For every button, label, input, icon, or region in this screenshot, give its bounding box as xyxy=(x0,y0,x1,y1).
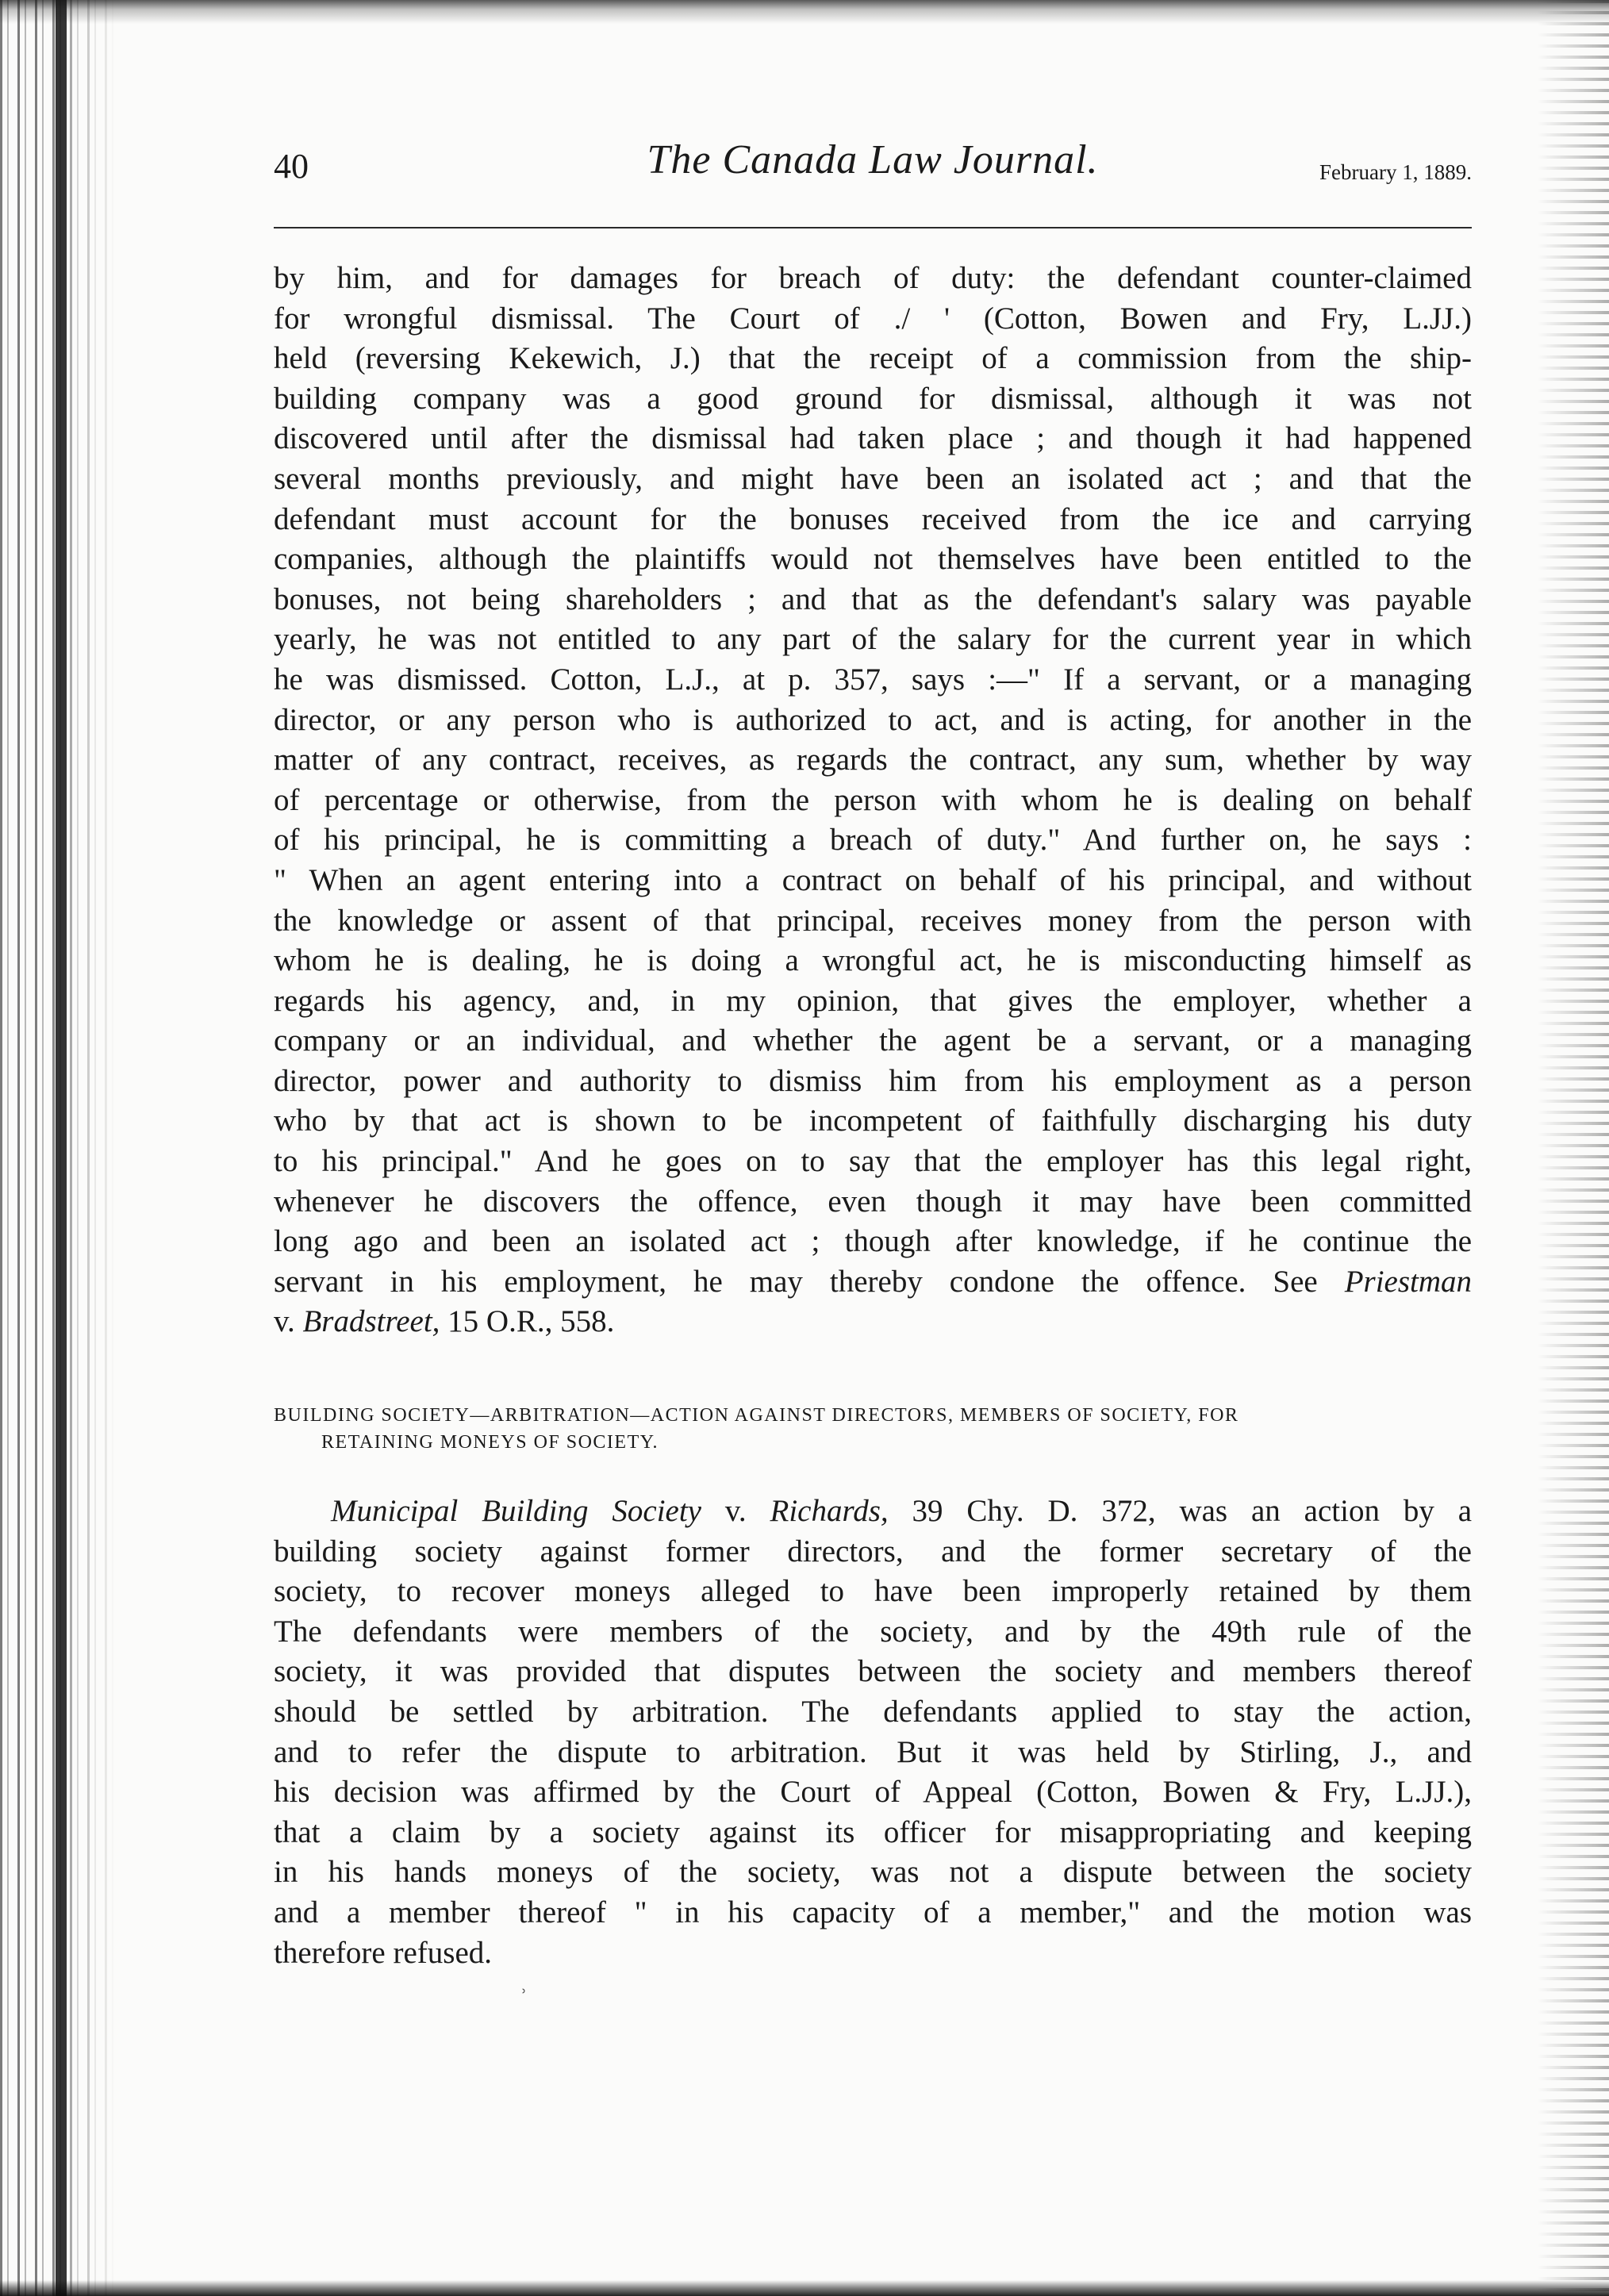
body-part1-line: to his principal." And he goes on to say that the employer has this legal right, xyxy=(274,1144,1472,1179)
body-part1-line: bonuses, not being shareholders ; and that as the defendant's salary was payable xyxy=(274,582,1472,616)
body-part1-line: matter of any contract, receives, as regards the contract, any sum, whether by way xyxy=(274,743,1472,777)
body-part2-line: and to refer the dispute to arbitration. But it was held by Stirling, J., and xyxy=(274,1734,1472,1769)
body-part2-line: society, to recover moneys alleged to have been improperly retained by them xyxy=(274,1574,1472,1609)
case-citation-bradstreet: 15 O.R., 558. xyxy=(447,1304,615,1339)
journal-title: The Canada Law Journal. xyxy=(647,137,1099,182)
body-part1-line: director, power and authority to dismiss him from his employment as a person xyxy=(274,1063,1472,1098)
body-part1-line: discovered until after the dismissal had taken place ; and though it had happened xyxy=(274,421,1472,456)
body-part2-line: therefore refused. xyxy=(274,1935,492,1970)
body-part2-line: and a member thereof " in his capacity of a member," and the motion was xyxy=(274,1895,1472,1929)
body-part1-line: of his principal, he is committing a breach of duty." And further on, he says : xyxy=(274,823,1472,858)
case-v-lead: v. xyxy=(724,1494,747,1528)
body-part1-line: long ago and been an isolated act ; though after knowledge, if he continue the xyxy=(274,1224,1472,1259)
body-part1-line: defendant must account for the bonuses received from the ice and carrying xyxy=(274,501,1472,536)
paragraph-lead-line xyxy=(274,1492,1472,1532)
body-part2-line: in his hands moneys of the society, was not a dispute between the society xyxy=(274,1855,1472,1890)
body-part1-line: held (reversing Kekewich, J.) that the receipt of a commission from the ship- xyxy=(274,341,1472,376)
body-part1-line: the knowledge or assent of that principal, receives money from the person with xyxy=(274,903,1472,938)
case-party-lead: Richards, xyxy=(770,1494,889,1528)
body-part1-line: whenever he discovers the offence, even though it may have been committed xyxy=(274,1184,1472,1219)
page-number: 40 xyxy=(274,147,309,186)
body-part1-final-line xyxy=(274,1302,1472,1342)
case-name-lead: Municipal Building Society xyxy=(331,1494,701,1528)
body-part2-line: building society against former directors, and the former secretary of the xyxy=(274,1534,1472,1568)
body-part1-line: company or an individual, and whether the agent be a servant, or a managing xyxy=(274,1023,1472,1058)
body-part1-line: servant in his employment, he may thereby condone the offence. See Priestman xyxy=(274,1264,1472,1299)
scan-top-edge xyxy=(0,0,1609,24)
case-name-bradstreet: Bradstreet, xyxy=(302,1304,448,1339)
issue-date: February 1, 1889. xyxy=(1319,160,1472,184)
body-part1-line: he was dismissed. Cotton, L.J., at p. 357, says :—" If a servant, or a managing xyxy=(274,662,1472,697)
case-citation-lead: 39 Chy. D. 372, was an action by a xyxy=(912,1494,1473,1528)
body-part1-line: by him, and for damages for breach of duty: the defendant counter-claimed xyxy=(274,261,1472,295)
body-part2-line: society, it was provided that disputes between the society and members thereof xyxy=(274,1654,1472,1689)
body-part1-line: whom he is dealing, he is doing a wrongful act, he is misconducting himself as xyxy=(274,943,1472,978)
body-part1-line: who by that act is shown to be incompetent of faithfully discharging his duty xyxy=(274,1104,1472,1138)
running-head xyxy=(274,136,1472,200)
scan-binding-shadow xyxy=(56,0,67,2296)
body-part1-line: for wrongful dismissal. The Court of ./ ' (Cotton, Bowen and Fry, L.JJ.) xyxy=(274,301,1472,336)
body-paragraph-continued xyxy=(274,259,1472,1342)
section-heading-line-2: RETAINING MONEYS OF SOCIETY. xyxy=(321,1432,659,1453)
scan-stray-mark: ˒ xyxy=(520,1974,528,2000)
body-part2-line: The defendants were members of the society, and by the 49th rule of the xyxy=(274,1614,1472,1649)
section-heading xyxy=(274,1402,1472,1456)
body-part2-line: that a claim by a society against its officer for misappropriating and keeping xyxy=(274,1814,1472,1849)
case-name-priestman: Priestman xyxy=(1344,1264,1472,1299)
body-part1-line: several months previously, and might have been an isolated act ; and that the xyxy=(274,461,1472,496)
case-v-bradstreet: v. xyxy=(274,1304,303,1339)
body-part1-line: building company was a good ground for dismissal, although it was not xyxy=(274,381,1472,416)
body-paragraph-municipal xyxy=(274,1492,1472,1973)
body-part1-line: yearly, he was not entitled to any part of the salary for the current year in which xyxy=(274,622,1472,657)
scan-right-edge xyxy=(1538,0,1609,2296)
body-part1-line: director, or any person who is authorized to act, and is acting, for another in the xyxy=(274,702,1472,737)
body-part2-line: his decision was affirmed by the Court of Appeal (Cotton, Bowen & Fry, L.JJ.), xyxy=(274,1775,1472,1810)
body-part1-line: companies, although the plaintiffs would not themselves have been entitled to the xyxy=(274,542,1472,577)
header-rule xyxy=(274,227,1472,228)
section-heading-line-1: BUILDING SOCIETY—ARBITRATION—ACTION AGAINST DIRECTORS, MEMBERS OF SOCIETY, FOR xyxy=(274,1405,1239,1426)
scan-bottom-edge xyxy=(0,2280,1609,2296)
body-part2-line: should be settled by arbitration. The defendants applied to stay the action, xyxy=(274,1694,1472,1729)
body-part1-line: regards his agency, and, in my opinion, that gives the employer, whether a xyxy=(274,983,1472,1018)
body-part1-line: of percentage or otherwise, from the person with whom he is dealing on behalf xyxy=(274,782,1472,817)
body-part1-line: " When an agent entering into a contract on behalf of his principal, and without xyxy=(274,862,1472,897)
